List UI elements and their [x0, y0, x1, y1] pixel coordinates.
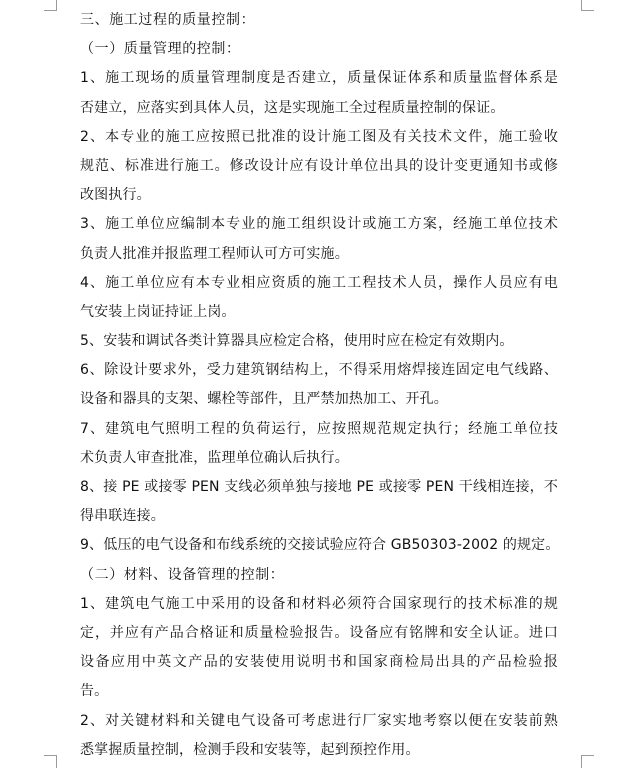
paragraph-line: 5、安装和调试各类计算器具应检定合格，使用时应在检定有效期内。: [80, 333, 514, 350]
document-page: [80, 6, 558, 765]
paragraph-line: 术负责人审查批准，监理单位确认后执行。: [80, 449, 349, 466]
paragraph-line: 1、建筑电气施工中采用的设备和材料必须符合国家现行的技术标准的规: [80, 595, 558, 612]
page-corner-mark-top-left: [44, 0, 57, 11]
subsection-heading: （二）材料、设备管理的控制：: [80, 566, 285, 583]
paragraph-line: 8、接 PE 或接零 PEN 支线必须单独与接地 PE 或接零 PEN 干线相连接，不: [80, 479, 558, 495]
paragraph-line: 3、施工单位应编制本专业的施工组织设计或施工方案，经施工单位技术: [80, 216, 558, 233]
paragraph-line: 1、施工现场的质量管理制度是否建立，质量保证体系和质量监督体系是: [80, 70, 558, 87]
paragraph-line: 4、施工单位应有本专业相应资质的施工工程技术人员，操作人员应有电: [80, 274, 558, 291]
paragraph-line: 告。: [80, 683, 109, 700]
paragraph-line: 气安装上岗证持证上岗。: [80, 303, 236, 320]
paragraph-line: 规范、标准进行施工。修改设计应有设计单位出具的设计变更通知书或修: [80, 157, 558, 174]
subsection-heading: （一）质量管理的控制：: [80, 41, 241, 58]
page-corner-mark-bottom-left: [44, 755, 57, 768]
paragraph-line: 改图执行。: [80, 187, 151, 204]
paragraph-line: 否建立，应落实到具体人员，这是实现施工全过程质量控制的保证。: [80, 99, 505, 116]
paragraph-line: 悉掌握质量控制，检测手段和安装等，起到预控作用。: [80, 741, 420, 758]
paragraph-line: 设备和器具的支架、螺栓等部件，且严禁加热加工、开孔。: [80, 391, 448, 408]
paragraph-line: 得串联连接。: [80, 508, 165, 525]
paragraph-line: 7、建筑电气照明工程的负荷运行，应按照规范规定执行；经施工单位技: [80, 420, 558, 437]
section-heading: 三、施工过程的质量控制：: [80, 12, 256, 28]
paragraph-line: 6、除设计要求外，受力建筑钢结构上，不得采用熔焊接连固定电气线路、: [80, 362, 558, 379]
page-corner-mark-top-right: [581, 0, 594, 11]
paragraph-line: 负责人批准并报监理工程师认可方可实施。: [80, 245, 349, 262]
paragraph-line: 设备应用中英文产品的安装使用说明书和国家商检局出具的产品检验报: [80, 654, 558, 671]
paragraph-line: 2、本专业的施工应按照已批准的设计施工图及有关技术文件，施工验收: [80, 128, 558, 145]
paragraph-line: 定，并应有产品合格证和质量检验报告。设备应有铭牌和安全认证。进口: [80, 624, 558, 641]
paragraph-line: 9、低压的电气设备和布线系统的交接试验应符合 GB50303-2002 的规定。: [80, 537, 560, 554]
page-corner-mark-bottom-right: [581, 755, 594, 768]
paragraph-line: 2、对关键材料和关键电气设备可考虑进行厂家实地考察以便在安装前熟: [80, 712, 558, 729]
